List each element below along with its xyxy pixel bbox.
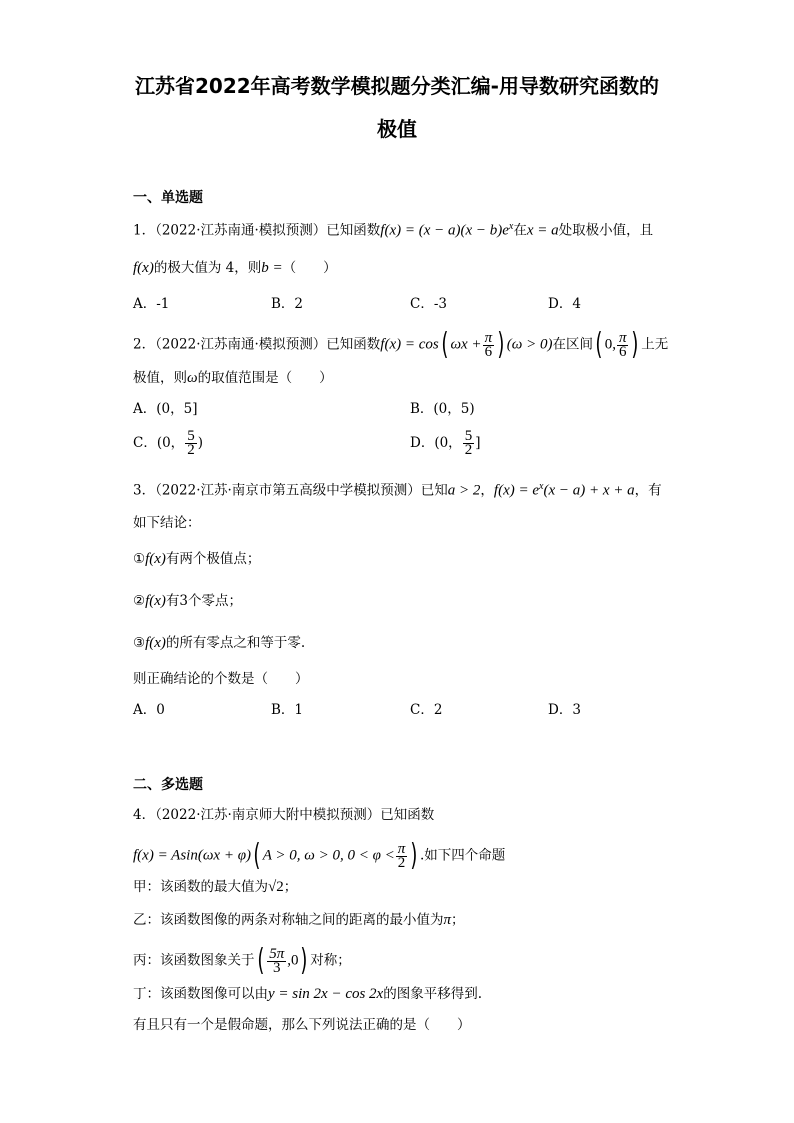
section-heading-multiple-choice: 二、多选题 xyxy=(133,777,203,793)
question-1-option-b: B．2 xyxy=(271,296,304,312)
question-2-line1: 2．（2022·江苏南通·模拟预测）已知函数f(x) = cos( ωx + $\frac{\pi}{6}$ ) (ω > 0)在区间( 0, $\frac{\pi}{6}$ ) 上无 xyxy=(133,327,669,362)
question-3-line2: 如下结论： xyxy=(133,515,201,531)
question-4-line2: f(x) = Asin(ωx + φ)( A > 0, ω > 0, 0 < φ < $\frac{\pi}{2}$ ) .如下四个命题 xyxy=(133,838,506,873)
question-3-option-c: C．2 xyxy=(410,702,443,718)
question-3-conclusion-2: ②f(x)有3个零点； xyxy=(133,593,243,609)
question-1-option-a: A．-1 xyxy=(133,296,170,312)
document-title-line1: 江苏省2022年高考数学模拟题分类汇编-用导数研究函数的 xyxy=(135,74,659,98)
question-4-ask: 有且只有一个是假命题，那么下列说法正确的是（ ） xyxy=(133,1017,471,1033)
question-4-line1: 4．（2022·江苏·南京师大附中模拟预测）已知函数 xyxy=(133,807,435,823)
question-2-line2: 极值，则ω的取值范围是（ ） xyxy=(133,370,333,386)
question-3-option-a: A．0 xyxy=(133,702,165,718)
question-3-ask: 则正确结论的个数是（ ） xyxy=(133,671,309,687)
question-2-option-a: A．(0，5] xyxy=(133,401,198,417)
question-1-option-d: D．4 xyxy=(548,296,581,312)
document-title-line2: 极值 xyxy=(377,117,417,141)
proposition-yi: 乙：该函数图像的两条对称轴之间的距离的最小值为π； xyxy=(133,912,465,928)
proposition-jia: 甲：该函数的最大值为√2； xyxy=(133,879,298,895)
proposition-bing: 丙：该函数图象关于( $\frac{5\pi}{3}$ ,0) 对称； xyxy=(133,943,351,978)
question-1-option-c: C．-3 xyxy=(410,296,447,312)
question-3-conclusion-1: ①f(x)有两个极值点； xyxy=(133,551,261,567)
question-3-conclusion-3: ③f(x)的所有零点之和等于零. xyxy=(133,635,306,651)
section-heading-single-choice: 一、单选题 xyxy=(133,190,203,206)
question-2-option-b: B．(0，5) xyxy=(410,401,475,417)
question-1-line1: 1．（2022·江苏南通·模拟预测）已知函数$f(x) = (x - a)(x - b)e^x$在x = a处取极小值，且 xyxy=(133,221,654,239)
question-3-option-b: B．1 xyxy=(271,702,304,718)
proposition-ding: 丁：该函数图像可以由y = sin 2x − cos 2x的图象平移得到. xyxy=(133,986,483,1002)
question-2-option-c: C．(0， $\frac{5}{2}$ ) xyxy=(133,428,203,458)
question-3-line1: 3．（2022·江苏·南京市第五高级中学模拟预测）已知a > 2，$f(x) = e^x(x - a) + x + a$，有 xyxy=(133,481,662,499)
question-2-option-d: D．(0， $\frac{5}{2}$ ] xyxy=(410,428,481,458)
question-3-option-d: D．3 xyxy=(548,702,581,718)
question-1-line2: f(x)的极大值为 4，则b =（ ） xyxy=(133,260,337,276)
